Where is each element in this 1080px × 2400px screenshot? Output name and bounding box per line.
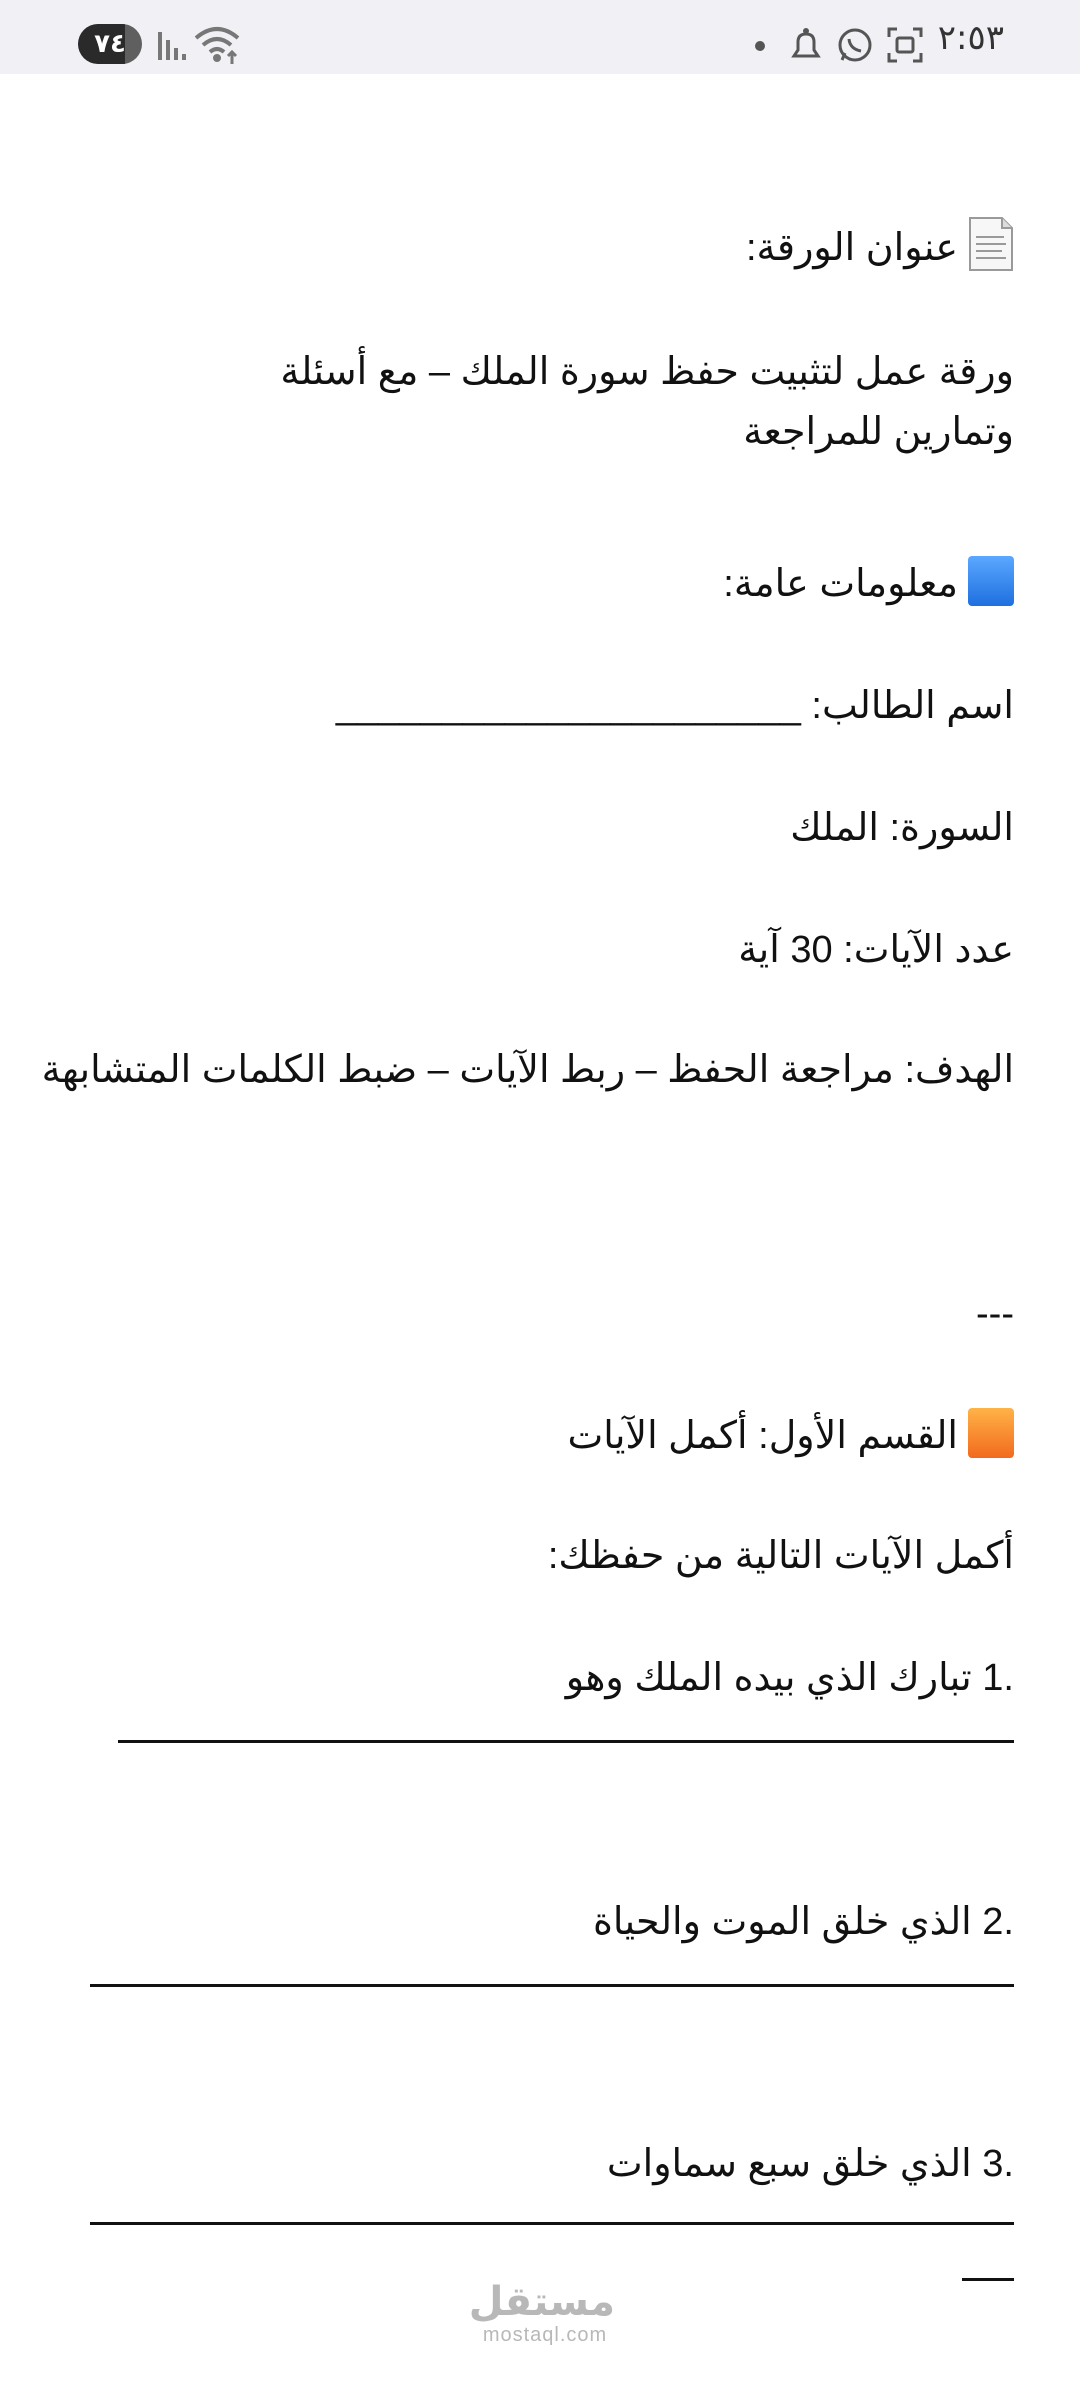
notification-icon [788,26,824,62]
question-text: تبارك الذي بيده الملك وهو [565,1657,972,1699]
general-info-label: معلومات عامة: [723,563,958,605]
question-text: الذي خلق سبع سماوات [606,2143,972,2185]
dot-icon [754,40,766,52]
orange-square-icon [968,1408,1014,1458]
answer-line-3[interactable] [90,2222,1014,2225]
student-name-blank[interactable]: ______________________ [335,685,801,727]
goal-line: الهدف: مراجعة الحفظ – ربط الآيات – ضبط الكلمات المتشابهة [41,1049,1014,1091]
question-item-1 [566,1648,1014,1708]
answer-line-3-continuation[interactable] [962,2278,1014,2281]
page-facing-up-icon [968,216,1014,272]
student-name-line [336,676,1014,736]
question-number: 3. [982,2143,1014,2185]
wifi-icon [192,24,242,66]
screenshot-icon [886,26,924,64]
title-label: عنوان الورقة: [745,227,958,269]
question-text: الذي خلق الموت والحياة [592,1901,972,1943]
question-item-3 [607,2134,1014,2194]
question-item-2 [593,1892,1014,1952]
signal-icon [156,28,188,62]
answer-line-1[interactable] [118,1740,1014,1743]
question-number: 1. [982,1657,1014,1699]
worksheet-document [0,74,1080,2400]
whatsapp-icon [836,26,874,64]
status-bar [0,0,1080,74]
divider-text: --- [976,1293,1014,1335]
verses-count-line: عدد الآيات: 30 آية [738,929,1014,971]
watermark-arabic: مستقل [468,2280,615,2324]
title-text: ورقة عمل لتثبيت حفظ سورة الملك – مع أسئلة وتمارين للمراجعة [280,351,1014,453]
section1-heading [567,1406,1014,1466]
mostaql-watermark [468,2280,615,2346]
battery-level-text: ٧٤ [94,29,126,59]
section1-instruction: أكمل الآيات التالية من حفظك: [547,1535,1014,1577]
watermark-latin: mostaql.com [482,2324,608,2346]
general-info-heading [723,554,1014,614]
title-heading [746,216,1014,278]
status-time: ٢:٥٣ [937,18,1004,58]
battery-indicator [78,24,142,64]
surah-line: السورة: الملك [790,807,1014,849]
question-number: 2. [982,1901,1014,1943]
answer-line-2[interactable] [90,1984,1014,1987]
blue-square-icon [968,556,1014,606]
section1-label: القسم الأول: أكمل الآيات [567,1415,958,1457]
student-name-label: اسم الطالب: [811,685,1014,727]
